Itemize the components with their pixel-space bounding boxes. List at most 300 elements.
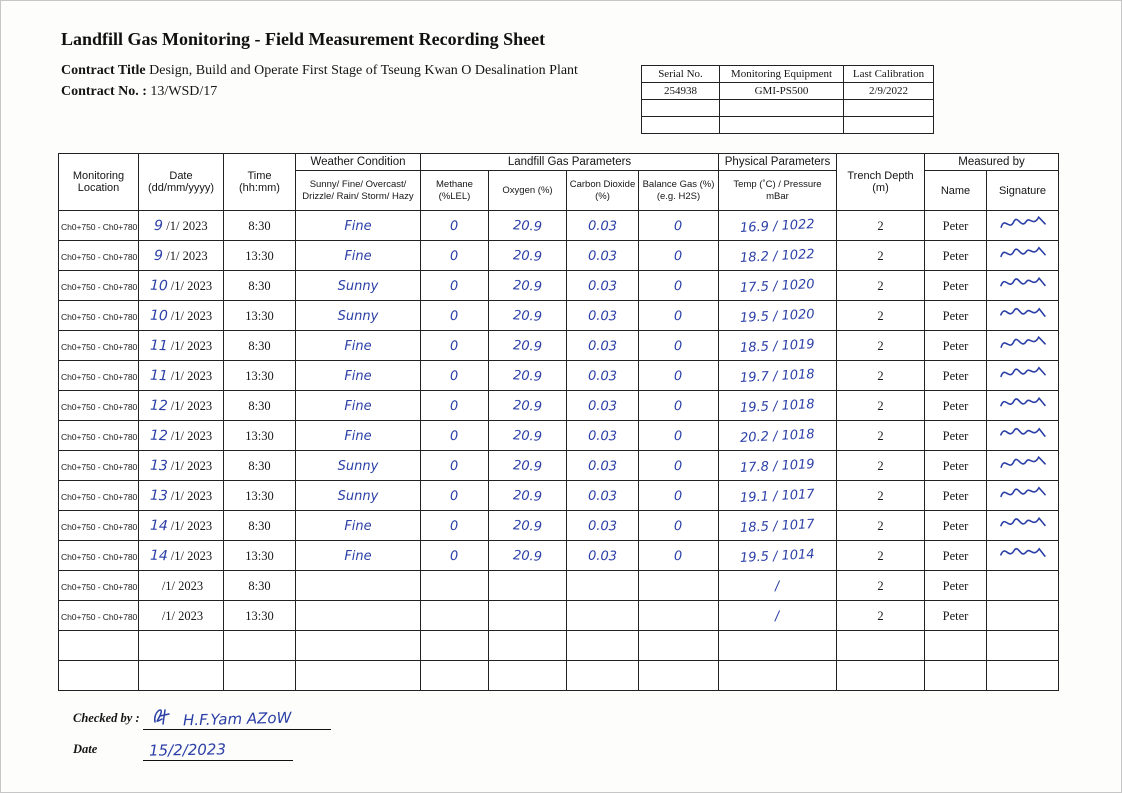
cell-date (139, 301, 224, 331)
cell-name (925, 661, 987, 691)
contract-no-line (61, 84, 217, 100)
carbon-dioxide-handwritten: 0.03 (587, 218, 618, 234)
name-text: Peter (942, 218, 969, 233)
balance-gas-handwritten: 0 (674, 278, 683, 294)
cell-weather (296, 511, 421, 541)
name-text: Peter (942, 608, 969, 623)
cell-temp-pressure (719, 271, 837, 301)
cell-location (59, 481, 139, 511)
table-row (59, 451, 1059, 481)
name-text: Peter (942, 578, 969, 593)
name-text: Peter (942, 398, 969, 413)
cell-carbon-dioxide (567, 541, 639, 571)
weather-handwritten: Fine (344, 398, 372, 414)
date-day-handwritten: 12 (149, 427, 169, 444)
cell-signature (987, 601, 1059, 631)
signature-scribble-icon (998, 332, 1047, 354)
cell-date (139, 361, 224, 391)
cell-name (925, 391, 987, 421)
col-header-name: Name (925, 171, 987, 211)
date-printed-text: /1/ 2023 (170, 338, 213, 353)
cell-time (224, 271, 296, 301)
oxygen-handwritten: 20.9 (512, 247, 543, 265)
temp-pressure-handwritten: 18.5 / 1017 (739, 516, 816, 536)
date-day-handwritten: 9 (154, 247, 164, 264)
cell-date (139, 391, 224, 421)
col-header-time: Time (hh:mm) (224, 154, 296, 211)
cell-name (925, 511, 987, 541)
cell-carbon-dioxide (567, 331, 639, 361)
balance-gas-handwritten: 0 (674, 518, 683, 534)
equipment-header-row (642, 66, 934, 83)
time-text: 13:30 (245, 428, 274, 443)
name-text: Peter (942, 338, 969, 353)
cell-location (59, 271, 139, 301)
cell-time (224, 571, 296, 601)
cell-balance-gas (639, 481, 719, 511)
date-printed-text: /1/ 2023 (166, 248, 208, 263)
cell-oxygen (489, 541, 567, 571)
cell-methane (421, 661, 489, 691)
col-header-weather-options: Sunny/ Fine/ Overcast/ Drizzle/ Rain/ Storm/ Hazy (296, 171, 421, 211)
name-text: Peter (942, 308, 969, 323)
date-day-handwritten: 11 (149, 367, 169, 384)
time-text: 13:30 (245, 608, 274, 623)
time-text: 13:30 (245, 368, 274, 383)
monitoring-table-body (59, 211, 1059, 691)
cell-trench-depth (837, 511, 925, 541)
equip-empty-cell (642, 100, 720, 117)
location-text: Ch0+750 - Ch0+780 (61, 341, 138, 352)
cell-weather (296, 271, 421, 301)
checked-by-handwritten: H.F.Yam AZoW (182, 708, 292, 730)
signature-scribble-icon (998, 452, 1047, 474)
trench-depth-text: 2 (877, 218, 884, 233)
cell-signature (987, 661, 1059, 691)
cell-temp-pressure (719, 451, 837, 481)
cell-name (925, 271, 987, 301)
trench-depth-text: 2 (877, 548, 884, 563)
cell-methane (421, 571, 489, 601)
cell-date (139, 571, 224, 601)
cell-weather (296, 241, 421, 271)
cell-methane (421, 331, 489, 361)
cell-signature (987, 481, 1059, 511)
cell-methane (421, 361, 489, 391)
methane-handwritten: 0 (450, 428, 459, 444)
time-text: 8:30 (248, 458, 271, 473)
col-header-date: Date (dd/mm/yyyy) (139, 154, 224, 211)
cell-signature (987, 421, 1059, 451)
date-printed-text: /1/ 2023 (170, 308, 213, 323)
cell-oxygen (489, 601, 567, 631)
cell-signature (987, 541, 1059, 571)
carbon-dioxide-handwritten: 0.03 (587, 518, 618, 534)
cell-weather (296, 571, 421, 601)
cell-balance-gas (639, 541, 719, 571)
methane-handwritten: 0 (450, 368, 459, 384)
cell-trench-depth (837, 211, 925, 241)
name-text: Peter (942, 248, 969, 263)
weather-handwritten: Sunny (337, 458, 379, 474)
cell-signature (987, 301, 1059, 331)
cell-oxygen (489, 481, 567, 511)
cell-time (224, 421, 296, 451)
balance-gas-handwritten: 0 (674, 308, 683, 324)
cell-signature (987, 241, 1059, 271)
trench-depth-text: 2 (877, 608, 884, 623)
methane-handwritten: 0 (450, 248, 459, 264)
cell-name (925, 451, 987, 481)
temp-pressure-handwritten: 19.7 / 1018 (739, 366, 816, 386)
cell-date (139, 451, 224, 481)
cell-weather (296, 301, 421, 331)
cell-temp-pressure (719, 331, 837, 361)
name-text: Peter (942, 458, 969, 473)
location-text: Ch0+750 - Ch0+780 (61, 611, 138, 622)
equip-empty-cell (844, 117, 934, 134)
cell-location (59, 631, 139, 661)
signature-scribble-icon (998, 302, 1047, 324)
signature-scribble-icon (998, 513, 1046, 534)
cell-location (59, 601, 139, 631)
location-text: Ch0+750 - Ch0+780 (61, 251, 138, 262)
cell-weather (296, 211, 421, 241)
signature-scribble-icon (998, 273, 1046, 294)
cell-methane (421, 601, 489, 631)
cell-balance-gas (639, 361, 719, 391)
cell-carbon-dioxide (567, 271, 639, 301)
cell-location (59, 421, 139, 451)
cell-oxygen (489, 661, 567, 691)
table-row (59, 511, 1059, 541)
date-day-handwritten: 11 (149, 337, 169, 354)
cell-date (139, 421, 224, 451)
cell-temp-pressure (719, 661, 837, 691)
equip-empty-cell (642, 117, 720, 134)
date-row (73, 737, 331, 761)
cell-balance-gas (639, 451, 719, 481)
time-text: 13:30 (245, 488, 274, 503)
col-header-gas-group: Landfill Gas Parameters (421, 154, 719, 171)
oxygen-handwritten: 20.9 (512, 487, 543, 505)
location-text: Ch0+750 - Ch0+780 (61, 491, 138, 502)
location-text: Ch0+750 - Ch0+780 (61, 521, 138, 532)
cell-oxygen (489, 571, 567, 601)
cell-time (224, 301, 296, 331)
oxygen-handwritten: 20.9 (512, 367, 543, 385)
col-header-signature: Signature (987, 171, 1059, 211)
cell-location (59, 301, 139, 331)
cell-time (224, 511, 296, 541)
signature-scribble-icon (998, 393, 1046, 414)
col-header-oxygen: Oxygen (%) (489, 171, 567, 211)
cell-trench-depth (837, 331, 925, 361)
cell-temp-pressure (719, 391, 837, 421)
col-header-location: Monitoring Location (59, 154, 139, 211)
weather-handwritten: Fine (344, 218, 372, 234)
trench-depth-text: 2 (877, 488, 884, 503)
cell-location (59, 391, 139, 421)
date-day-handwritten: 14 (149, 547, 169, 564)
cell-location (59, 241, 139, 271)
time-text: 13:30 (245, 548, 274, 563)
cell-methane (421, 451, 489, 481)
cell-carbon-dioxide (567, 361, 639, 391)
temp-pressure-handwritten: 18.5 / 1019 (739, 336, 816, 356)
cell-time (224, 451, 296, 481)
checked-by-scribble-icon (149, 704, 175, 728)
cell-carbon-dioxide (567, 631, 639, 661)
temp-pressure-handwritten: 20.2 / 1018 (739, 426, 816, 446)
weather-handwritten: Fine (344, 248, 372, 264)
cell-trench-depth (837, 361, 925, 391)
methane-handwritten: 0 (450, 458, 459, 474)
cell-trench-depth (837, 271, 925, 301)
carbon-dioxide-handwritten: 0.03 (587, 488, 618, 504)
cell-name (925, 241, 987, 271)
trench-depth-text: 2 (877, 398, 884, 413)
equip-model-value: GMI-PS500 (720, 83, 844, 100)
temp-pressure-handwritten: 19.1 / 1017 (739, 486, 816, 506)
name-text: Peter (942, 518, 969, 533)
contract-title-value: Design, Build and Operate First Stage of Tseung Kwan O Desalination Plant (149, 63, 578, 78)
signature-scribble-icon (998, 542, 1047, 564)
cell-balance-gas (639, 391, 719, 421)
signature-scribble-icon (998, 243, 1046, 264)
balance-gas-handwritten: 0 (674, 368, 683, 384)
table-row (59, 391, 1059, 421)
col-header-carbon-dioxide: Carbon Dioxide (%) (567, 171, 639, 211)
cell-location (59, 571, 139, 601)
col-header-trench: Trench Depth (m) (837, 154, 925, 211)
cell-trench-depth (837, 301, 925, 331)
table-row (59, 271, 1059, 301)
temp-pressure-handwritten: / (774, 578, 781, 594)
cell-weather (296, 661, 421, 691)
oxygen-handwritten: 20.9 (512, 217, 543, 235)
name-text: Peter (942, 428, 969, 443)
cell-name (925, 601, 987, 631)
balance-gas-handwritten: 0 (674, 248, 683, 264)
cell-name (925, 331, 987, 361)
cell-time (224, 241, 296, 271)
cell-trench-depth (837, 451, 925, 481)
equipment-data-row (642, 83, 934, 100)
date-printed-text: /1/ 2023 (170, 398, 213, 413)
time-text: 8:30 (248, 398, 271, 413)
date-printed-text: /1/ 2023 (170, 548, 213, 563)
table-row (59, 361, 1059, 391)
equip-header-calibration: Last Calibration (844, 66, 934, 83)
table-row (59, 631, 1059, 661)
methane-handwritten: 0 (450, 218, 459, 234)
cell-temp-pressure (719, 541, 837, 571)
methane-handwritten: 0 (450, 518, 459, 534)
methane-handwritten: 0 (450, 308, 459, 324)
table-row (59, 331, 1059, 361)
cell-balance-gas (639, 211, 719, 241)
cell-weather (296, 481, 421, 511)
equipment-table (641, 65, 934, 134)
cell-trench-depth (837, 571, 925, 601)
signature-scribble-icon (998, 212, 1047, 234)
cell-name (925, 541, 987, 571)
cell-name (925, 631, 987, 661)
col-header-temp-pressure: Temp (˚C) / Pressure mBar (719, 171, 837, 211)
cell-location (59, 211, 139, 241)
cell-temp-pressure (719, 631, 837, 661)
methane-handwritten: 0 (450, 488, 459, 504)
time-text: 8:30 (248, 578, 271, 593)
cell-carbon-dioxide (567, 451, 639, 481)
checked-by-row (73, 704, 331, 730)
cell-name (925, 361, 987, 391)
cell-name (925, 301, 987, 331)
date-printed-text: /1/ 2023 (170, 488, 213, 503)
cell-temp-pressure (719, 211, 837, 241)
temp-pressure-handwritten: 17.8 / 1019 (739, 456, 816, 476)
carbon-dioxide-handwritten: 0.03 (587, 248, 618, 264)
trench-depth-text: 2 (877, 368, 884, 383)
cell-weather (296, 451, 421, 481)
cell-signature (987, 631, 1059, 661)
cell-methane (421, 541, 489, 571)
date-day-handwritten: 13 (149, 457, 169, 474)
oxygen-handwritten: 20.9 (512, 457, 543, 475)
cell-name (925, 481, 987, 511)
methane-handwritten: 0 (450, 278, 459, 294)
equip-header-equipment: Monitoring Equipment (720, 66, 844, 83)
cell-date (139, 241, 224, 271)
date-day-handwritten: 9 (154, 217, 164, 234)
table-row (59, 241, 1059, 271)
cell-signature (987, 331, 1059, 361)
cell-oxygen (489, 421, 567, 451)
cell-methane (421, 271, 489, 301)
signature-scribble-icon (998, 363, 1046, 384)
carbon-dioxide-handwritten: 0.03 (587, 368, 618, 384)
table-row (59, 541, 1059, 571)
carbon-dioxide-handwritten: 0.03 (587, 548, 618, 564)
cell-carbon-dioxide (567, 301, 639, 331)
cell-temp-pressure (719, 571, 837, 601)
cell-name (925, 571, 987, 601)
oxygen-handwritten: 20.9 (512, 427, 543, 445)
weather-handwritten: Fine (344, 518, 372, 534)
weather-handwritten: Fine (344, 428, 372, 444)
cell-weather (296, 361, 421, 391)
col-header-measured-by: Measured by (925, 154, 1059, 171)
oxygen-handwritten: 20.9 (512, 307, 543, 325)
equip-empty-cell (844, 100, 934, 117)
cell-signature (987, 271, 1059, 301)
cell-carbon-dioxide (567, 571, 639, 601)
trench-depth-text: 2 (877, 458, 884, 473)
date-printed-text: /1/ 2023 (170, 458, 213, 473)
cell-time (224, 211, 296, 241)
cell-temp-pressure (719, 361, 837, 391)
contract-no-label: Contract No. : (61, 84, 147, 99)
oxygen-handwritten: 20.9 (512, 397, 543, 415)
cell-balance-gas (639, 301, 719, 331)
balance-gas-handwritten: 0 (674, 458, 683, 474)
oxygen-handwritten: 20.9 (512, 517, 543, 535)
location-text: Ch0+750 - Ch0+780 (61, 581, 138, 592)
table-row (59, 481, 1059, 511)
time-text: 13:30 (245, 248, 274, 263)
carbon-dioxide-handwritten: 0.03 (587, 458, 618, 474)
equipment-empty-row (642, 117, 934, 134)
date-day-handwritten: 10 (149, 307, 169, 324)
location-text: Ch0+750 - Ch0+780 (61, 551, 138, 562)
location-text: Ch0+750 - Ch0+780 (61, 371, 138, 382)
cell-signature (987, 451, 1059, 481)
temp-pressure-handwritten: 17.5 / 1020 (739, 276, 816, 296)
weather-handwritten: Sunny (337, 488, 379, 504)
table-row (59, 301, 1059, 331)
equip-calibration-value: 2/9/2022 (844, 83, 934, 100)
cell-oxygen (489, 361, 567, 391)
balance-gas-handwritten: 0 (674, 338, 683, 354)
cell-time (224, 361, 296, 391)
cell-date (139, 481, 224, 511)
carbon-dioxide-handwritten: 0.03 (587, 278, 618, 294)
cell-methane (421, 511, 489, 541)
cell-temp-pressure (719, 241, 837, 271)
balance-gas-handwritten: 0 (674, 488, 683, 504)
temp-pressure-handwritten: 19.5 / 1020 (739, 306, 816, 326)
cell-oxygen (489, 631, 567, 661)
date-handwritten: 15/2/2023 (148, 740, 227, 760)
date-label: Date (73, 742, 98, 756)
cell-location (59, 331, 139, 361)
cell-time (224, 661, 296, 691)
cell-temp-pressure (719, 601, 837, 631)
monitoring-table (58, 153, 1059, 691)
date-printed-text: /1/ 2023 (170, 518, 213, 533)
temp-pressure-handwritten: 18.2 / 1022 (739, 246, 816, 266)
cell-trench-depth (837, 481, 925, 511)
cell-trench-depth (837, 541, 925, 571)
signature-scribble-icon (998, 422, 1047, 444)
cell-methane (421, 301, 489, 331)
name-text: Peter (942, 368, 969, 383)
cell-carbon-dioxide (567, 241, 639, 271)
cell-name (925, 421, 987, 451)
temp-pressure-handwritten: 19.5 / 1014 (739, 546, 816, 566)
cell-signature (987, 211, 1059, 241)
cell-temp-pressure (719, 511, 837, 541)
col-header-methane: Methane (%LEL) (421, 171, 489, 211)
equip-header-serial: Serial No. (642, 66, 720, 83)
signature-scribble-icon (998, 483, 1046, 504)
equip-empty-cell (720, 117, 844, 134)
cell-signature (987, 571, 1059, 601)
trench-depth-text: 2 (877, 518, 884, 533)
date-printed-text: /1/ 2023 (166, 218, 208, 233)
cell-temp-pressure (719, 301, 837, 331)
date-printed-text: /1/ 2023 (170, 428, 213, 443)
location-text: Ch0+750 - Ch0+780 (61, 431, 138, 442)
cell-time (224, 631, 296, 661)
trench-depth-text: 2 (877, 248, 884, 263)
cell-methane (421, 241, 489, 271)
trench-depth-text: 2 (877, 428, 884, 443)
location-text: Ch0+750 - Ch0+780 (61, 461, 138, 472)
time-text: 13:30 (245, 308, 274, 323)
balance-gas-handwritten: 0 (674, 398, 683, 414)
